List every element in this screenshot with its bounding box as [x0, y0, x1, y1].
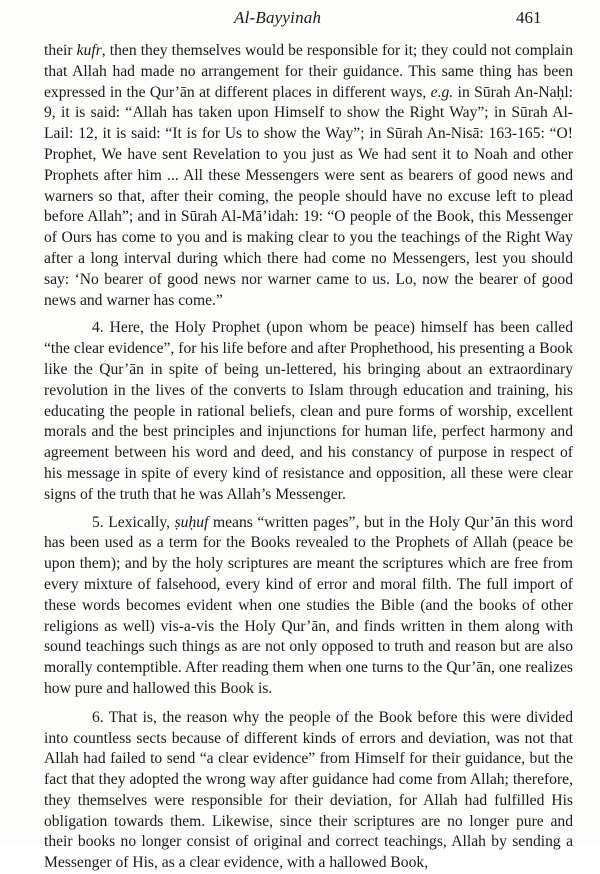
- text-segment: their: [44, 42, 77, 59]
- body-text: [44, 41, 573, 874]
- italic-term: ṣuḥuf: [174, 513, 209, 531]
- running-title: Al-Bayyinah: [234, 8, 322, 27]
- text-segment: , then they themselves would be responsible for it; they could not complain that Allah had made no arrangement for their guidance. This same thing has been expressed in the Qur’ān at different places in different ways,: [44, 42, 574, 101]
- text-segment: 5. Lexically,: [92, 513, 175, 531]
- note-paragraph-4: [44, 318, 573, 505]
- note-paragraph-6: [44, 708, 573, 874]
- italic-term: e.g.: [430, 83, 454, 101]
- text-segment: 6. That is, the reason why the people of the Book before this were divided into countless sects because of different kinds of errors and deviation, was not that Allah had failed to send “a clear evidence” from Himself for their guidance, but the fact that they adopted the wrong way after guidance had come from Allah; therefore, they themselves were responsible for their deviation, for Allah had fulfilled His obligation towards them. Likewise, since their scriptures are no longer pure and their books no longer consist of original and correct teachings, Allah by sending a Messenger of His, as a clear evidence, with a hallowed Book,: [44, 708, 573, 872]
- paragraph-continued: [44, 41, 573, 311]
- text-segment: means “written pages”, but in the Holy Qur’ān this word has been used as a term for the Books revealed to the Prophets of Allah (peace be upon them); and by the holy scriptures are meant the scriptures which are free from every mixture of falsehood, every kind of error and moral filth. The full import of these words becomes evident when one studies the Bible (and the books of other religions as well) vis-a-vis the Holy Qur’ān, and finds written in them along with sound teachings such things as are not only opposed to truth and reason but are also morally contemptible. After reading them when one turns to the Qur’ān, one realizes how pure and hallowed this Book is.: [44, 513, 573, 697]
- page-number: 461: [516, 8, 542, 27]
- italic-term: kufr: [76, 42, 102, 59]
- text-segment: 4. Here, the Holy Prophet (upon whom be peace) himself has been called “the clear evidence”, for his life before and after Prophethood, his presenting a Book like the Qur’ān in spite of being un-lettered, his bringing about an extraordinary revolution in the lives of the converts to Islam through education and training, his educating the people in rational beliefs, clean and pure forms of worship, excellent morals and the best principles and injunctions for human life, perfect harmony and agreement between his word and deed, and his constancy of purpose in respect of his message in spite of every kind of resistance and opposition, all these were clear signs of the truth that he was Allah’s Messenger.: [44, 319, 573, 503]
- note-paragraph-5: [44, 513, 573, 700]
- text-segment: in Sūrah An-Naḥl: 9, it is said: “Allah has taken upon Himself to show the Right Way”; in Sūrah Al-Lail: 12, it is said: “It is for Us to show the Way”; in Sūrah An-Nisā: 163-165: “O! Prophet, We have sent Revelation to you just as We had sent it to Noah and other Prophets after him ... All these Messengers were sent as bearers of good news and warners so that, after their coming, the people should have no excuse left to plead before Allah”; and in Sūrah Al-Mā’idah: 19: “O people of the Book, this Messenger of Ours has come to you and is making clear to you the teachings of the Right Way after a long interval during which there had come no Messengers, lest you should say: ‘No bearer of good news nor warner came to us. Lo, now the bearer of good news and warner has come.”: [44, 83, 573, 309]
